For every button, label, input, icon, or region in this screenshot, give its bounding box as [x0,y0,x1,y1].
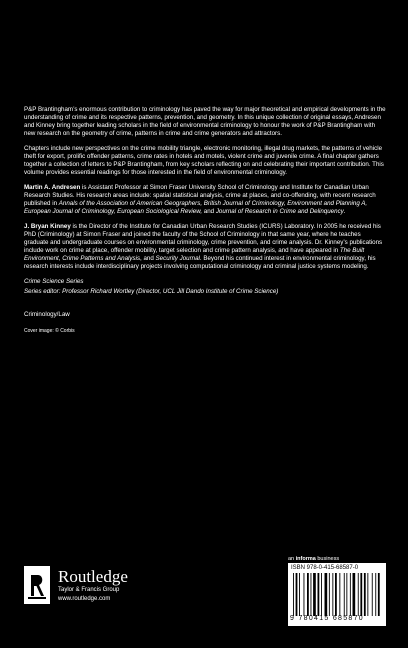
journal-title: Journal of Research in Crime and Delinquency [215,208,344,215]
author-bio-andresen [24,184,386,216]
author-bio-text: , and [140,255,156,262]
barcode-bars [292,573,382,616]
publisher-brand [24,566,194,610]
author-bio-text: is Assistant Professor at Simon Fraser University School of Criminology and Institute for Canadian Urban Research Studies. His research areas include: spatial statistical analysis, crime at places, and co-offending, with recent research published in [24,184,376,207]
series-name: Crime Science Series [24,278,84,285]
author-bio-kinney [24,223,386,271]
author-bio-text: . Beyond his continued interest in environmental criminology, his research interests include interdisciplinary projects involving computational criminology and criminal justice systems modeling. [24,255,376,270]
journal-title: Crime Patterns and Analysis [62,255,141,262]
journal-title: The Built Environment [24,247,365,262]
isbn-number: ISBN 978-0-415-68587-0 [291,565,359,571]
informa-business-tag [288,556,339,562]
journal-list: Annals of the Association of American Geographers, British Journal of Criminology, Environment and Planning A, European Journal of Criminology, European Sociological Review, [24,200,368,215]
tag-informa: informa [295,556,316,562]
author-name: Martin A. Andresen [24,184,81,191]
publisher-name: Routledge [58,567,128,586]
journal-title: Security Journal [155,255,200,262]
blurb-paragraph-1: P&P Brantingham’s enormous contribution to criminology has paved the way for major theoretical and empirical developments in the understanding of crime and its respective patterns, prevention, and geometry. In this unique collection of original essays, Andresen and Kinney bring together leading scholars in the field of environmental criminology to honour the work of P&P Brantingham with new research on the geometry of crime, patterns in crime and crime generators and attractors. [24,106,386,137]
publisher-group: Taylor & Francis Group [58,587,120,593]
author-bio-text: , [58,255,63,262]
barcode-digits: 9 780415 685870 [290,615,364,622]
author-name: J. Bryan Kinney [24,223,71,230]
subject-category: Criminology/Law [24,311,70,318]
series-editor: Series editor: Professor Richard Wortley (Director, UCL Jill Dando Institute of Crime Science) [24,288,279,295]
publisher-url: www.routledge.com [58,596,111,602]
isbn-barcode [288,563,386,626]
routledge-logo-icon [24,566,50,604]
back-cover-text [24,106,386,335]
cover-image-credit: Cover image: © Corbis [24,328,75,334]
author-bio-text: and [202,208,216,215]
author-bio-text: is the Director of the Institute for Canadian Urban Research Studies (ICURS) Laboratory. In 2005 he received his PhD (Criminology) at Simon Fraser and joined the faculty of the School of Criminology in that same year, where he teaches graduate and undergraduate courses on environmental criminology, crime prevention, and crime analysis. Dr. Kinney’s publications include work on crime at place, offender mobility, target selection and crime pattern analysis, and have appeared in [24,223,383,254]
tag-suffix: business [315,556,340,562]
blurb-paragraph-2: Chapters include new perspectives on the crime mobility triangle, electronic monitoring, illegal drug markets, the patterns of vehicle theft for export, prolific offender patterns, crime rates in hotels and motels, violent crime and juvenile crime. A final chapter gathers together a collection of letters to P&P Brantingham, from key scholars reflecting on and celebrating their important contribution. This volume provides essential readings for those interested in the field of environmental criminology. [24,145,384,176]
author-bio-text: . [343,208,346,215]
tag-prefix: an [288,556,296,562]
